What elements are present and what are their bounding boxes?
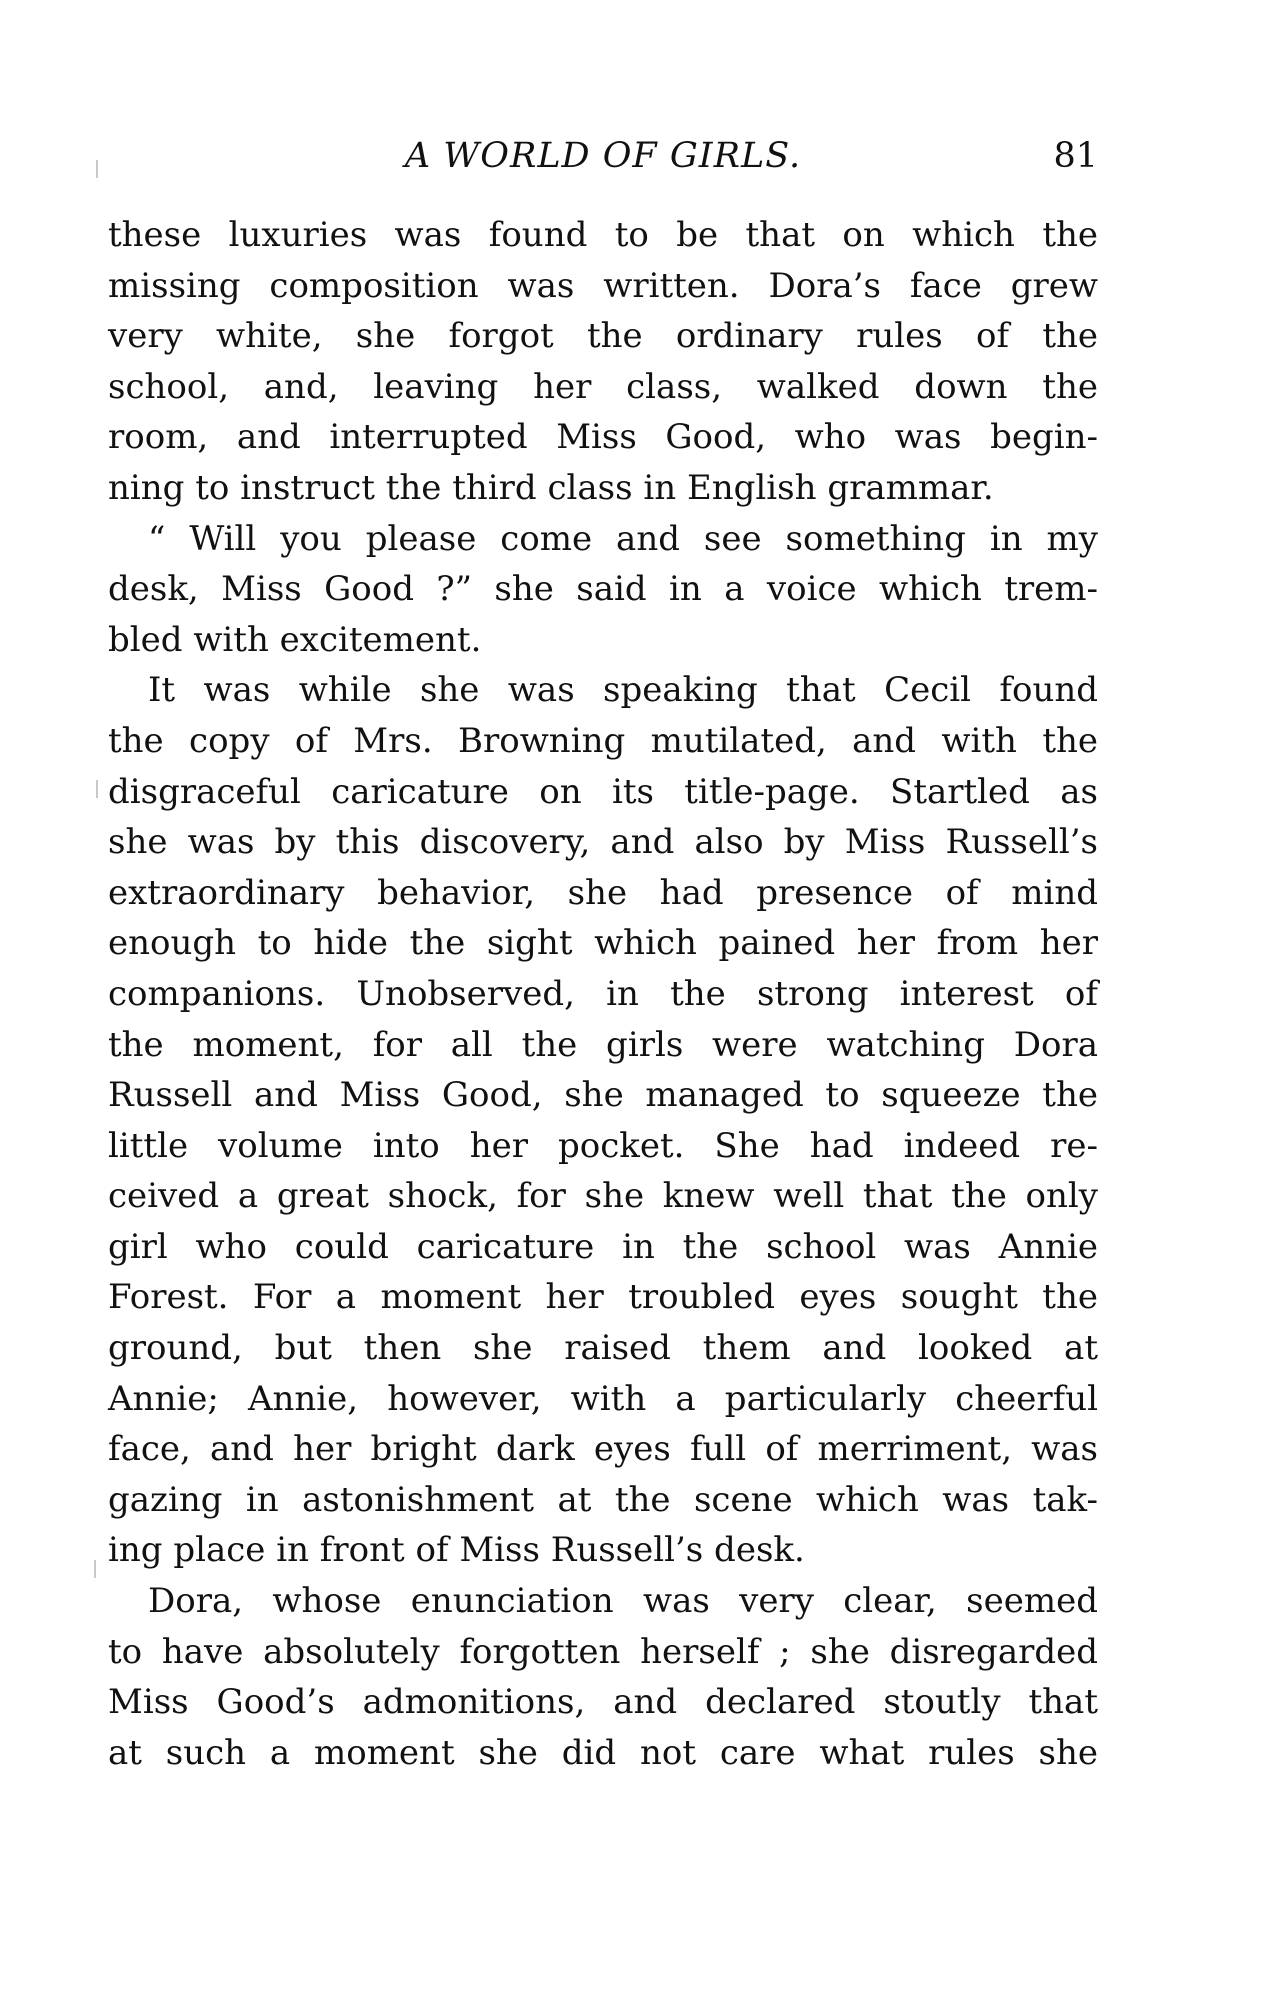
text-line: school, and, leaving her class, walked down the	[108, 366, 1098, 407]
text-line: these luxuries was found to be that on which the	[108, 215, 1098, 255]
text-line: very white, she forgot the ordinary rules of the	[108, 316, 1098, 357]
text-line: Forest. For a moment her troubled eyes sought the	[108, 1277, 1098, 1318]
text-line: “ Will you please come and see something in my	[148, 518, 1098, 559]
running-title: A WORLD OF GIRLS.	[404, 136, 802, 176]
text-line: disgraceful caricature on its title-page. Startled as	[108, 771, 1098, 812]
text-line: face, and her bright dark eyes full of merriment, was	[108, 1429, 1098, 1470]
text-line: Dora, whose enunciation was very clear, seemed	[148, 1581, 1098, 1622]
text-line: little volume into her pocket. She had indeed re-	[108, 1125, 1098, 1166]
text-line: the copy of Mrs. Browning mutilated, and with the	[108, 720, 1098, 761]
text-line: ground, but then she raised them and looked at	[108, 1328, 1098, 1369]
text-line: Annie; Annie, however, with a particularly cheerful	[108, 1378, 1098, 1419]
text-line: gazing in astonishment at the scene which was tak-	[108, 1479, 1098, 1520]
scan-speck	[94, 1560, 96, 1578]
text-line: Miss Good’s admonitions, and declared stoutly that	[108, 1682, 1098, 1723]
scan-speck	[96, 160, 98, 178]
text-line: bled with excitement.	[108, 619, 482, 660]
body-text	[108, 210, 1098, 1778]
text-line: missing composition was written. Dora’s face grew	[108, 265, 1098, 306]
text-line: desk, Miss Good ?” she said in a voice which trem-	[108, 569, 1098, 610]
text-line: enough to hide the sight which pained her from her	[108, 923, 1098, 964]
scan-speck	[96, 780, 98, 798]
text-line: ceived a great shock, for she knew well that the only	[108, 1176, 1098, 1217]
text-line: at such a moment she did not care what rules she	[108, 1732, 1098, 1773]
text-line: ning to instruct the third class in English grammar.	[108, 467, 994, 508]
text-line: Russell and Miss Good, she managed to squeeze the	[108, 1075, 1098, 1116]
text-line: she was by this discovery, and also by Miss Russell’s	[108, 822, 1098, 863]
text-line: ing place in front of Miss Russell’s desk.	[108, 1530, 805, 1571]
text-line: girl who could caricature in the school was Annie	[108, 1226, 1098, 1267]
text-line: room, and interrupted Miss Good, who was begin-	[108, 417, 1098, 458]
text-line: the moment, for all the girls were watching Dora	[108, 1024, 1098, 1065]
page-number: 81	[1053, 136, 1098, 176]
text-line: to have absolutely forgotten herself ; she disregarded	[108, 1631, 1098, 1672]
running-head	[108, 130, 1098, 182]
text-line: extraordinary behavior, she had presence of mind	[108, 872, 1098, 913]
text-line: It was while she was speaking that Cecil found	[148, 670, 1098, 711]
text-line: companions. Unobserved, in the strong interest of	[108, 973, 1098, 1014]
